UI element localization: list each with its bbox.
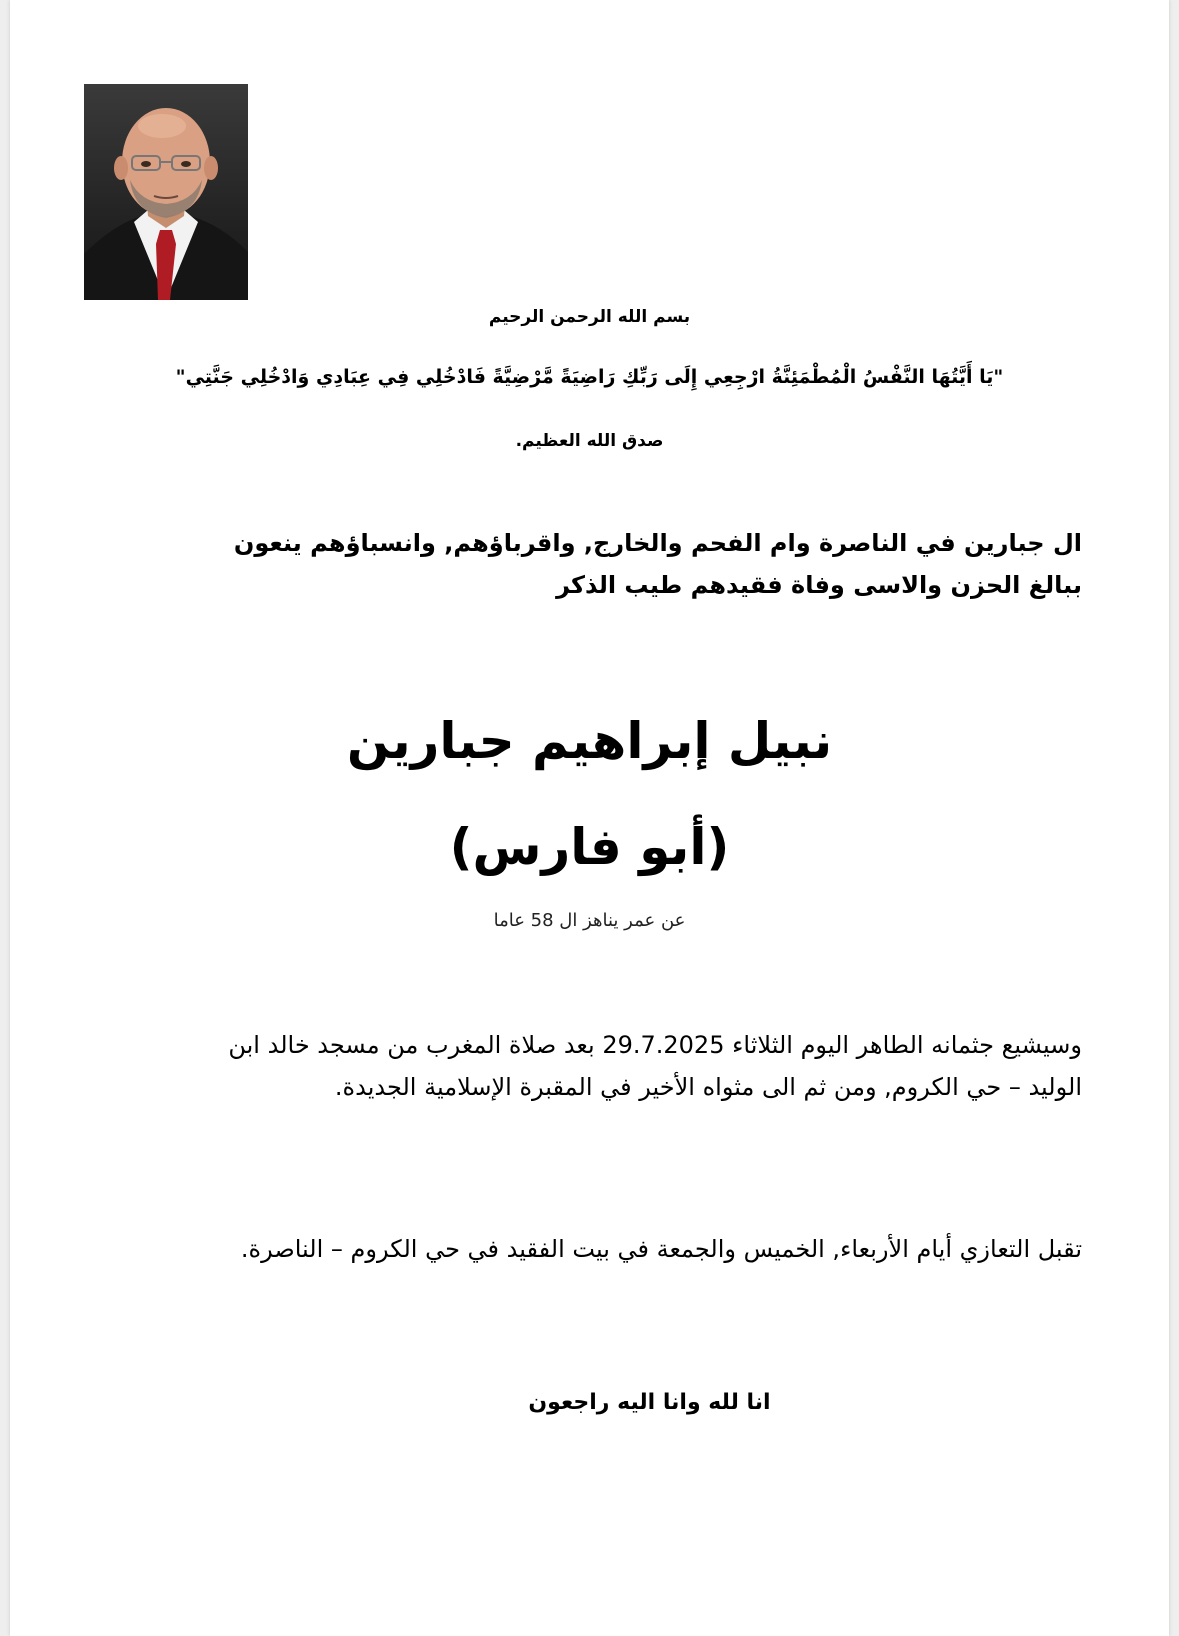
obituary-page — [10, 0, 1169, 1636]
closing-phrase: انا لله وانا اليه راجعون — [528, 1390, 771, 1415]
portrait-photo — [84, 84, 248, 300]
announcement-paragraph: ال جبارين في الناصرة وام الفحم والخارج, واقرباؤهم, وانسباؤهم ينعون ببالغ الحزن والاسى وفاة فقيدهم طيب الذكر — [233, 529, 1082, 599]
sadaq-line: صدق الله العظيم. — [515, 431, 664, 451]
age-note: عن عمر يناهز ال 58 عاما — [493, 910, 686, 931]
deceased-name: نبيل إبراهيم جبارين — [346, 712, 833, 770]
basmala: بسم الله الرحمن الرحيم — [488, 307, 691, 327]
condolences-paragraph: تقبل التعازي أيام الأربعاء, الخميس والجمعة في بيت الفقيد في حي الكروم – الناصرة. — [240, 1235, 1082, 1263]
quran-verse: "يَا أَيَّتُهَا النَّفْسُ الْمُطْمَئِنَّةُ ارْجِعِي إِلَى رَبِّكِ رَاضِيَةً مَّرْضِيَّةً فَادْخُلِي فِي عِبَادِي وَادْخُلِي جَنَّتِي" — [175, 366, 1004, 388]
portrait-image — [84, 84, 248, 300]
funeral-paragraph: وسيشيع جثمانه الطاهر اليوم الثلاثاء 29.7.2025 بعد صلاة المغرب من مسجد خالد ابن الوليد – حي الكروم, ومن ثم الى مثواه الأخير في المقبرة الإسلامية الجديدة. — [228, 1031, 1082, 1101]
deceased-nickname: (أبو فارس) — [449, 818, 730, 876]
